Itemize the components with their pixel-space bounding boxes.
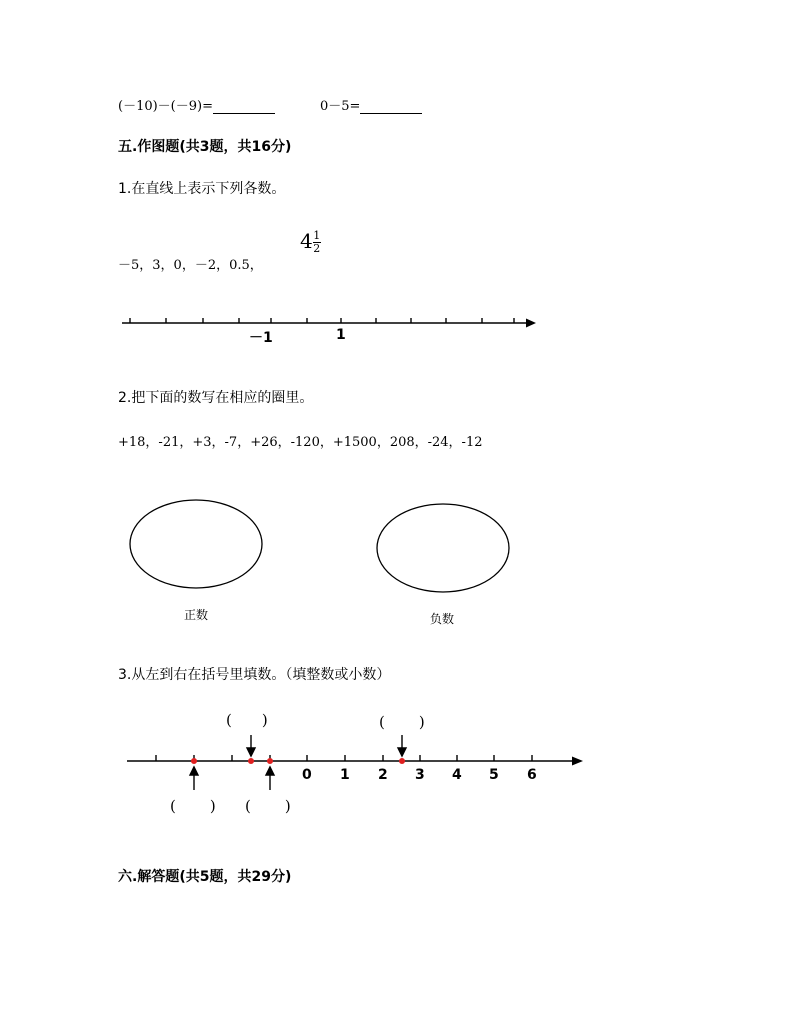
- q3-tick-label-5: 5: [489, 767, 499, 783]
- q1-axis-label-minus-1: －1: [249, 330, 273, 346]
- section-5-title: 五.作图题(共3题，共16分): [118, 139, 292, 155]
- bracket-open: (: [226, 711, 232, 729]
- q1-axis-arrow: [526, 319, 536, 328]
- bracket-close: ): [284, 797, 291, 815]
- q1-numbers: －5，3，0，－2，0.5，: [118, 258, 263, 273]
- q1-axis-label-1: 1: [336, 327, 346, 343]
- q3-tick-label-0: 0: [302, 767, 312, 783]
- q2-prompt: 2.把下面的数写在相应的圈里。: [118, 390, 314, 406]
- q3-number-line: [127, 735, 583, 790]
- bracket-close: ): [261, 711, 268, 729]
- q3-prompt: 3.从左到右在括号里填数。（填整数或小数）: [118, 667, 391, 683]
- q3-marker-d: [399, 758, 405, 764]
- q3-bracket-bottom-c[interactable]: [245, 797, 291, 815]
- mixed-whole: 4: [300, 229, 313, 253]
- q1-prompt: 1.在直线上表示下列各数。: [118, 181, 286, 197]
- q3-tick-label-4: 4: [452, 767, 462, 783]
- positive-numbers-circle[interactable]: [130, 500, 262, 588]
- bracket-open: (: [245, 797, 251, 815]
- q3-tick-label-3: 3: [415, 767, 425, 783]
- q3-bracket-bottom-a[interactable]: [170, 797, 216, 815]
- negative-circle-label: 负数: [430, 612, 455, 626]
- fraction-numerator: 1: [313, 229, 321, 242]
- q3-bracket-top-b[interactable]: [226, 711, 268, 729]
- expr-1-text: (－10)－(－9)=: [118, 99, 213, 114]
- fraction-denominator: 2: [313, 242, 321, 255]
- bracket-close: ): [418, 713, 425, 731]
- bracket-open: (: [379, 713, 385, 731]
- q3-bracket-top-d[interactable]: [379, 713, 425, 731]
- positive-circle-label: 正数: [184, 608, 209, 622]
- expr-2-text: 0－5=: [320, 99, 361, 114]
- q3-arrowhead-up-a: [190, 767, 198, 775]
- negative-numbers-circle[interactable]: [377, 504, 509, 592]
- q3-arrowhead-down-d: [398, 748, 406, 756]
- q1-number-line: [122, 318, 536, 328]
- q3-tick-label-6: 6: [527, 767, 537, 783]
- q3-tick-label-1: 1: [340, 767, 350, 783]
- q3-marker-b: [248, 758, 254, 764]
- bracket-open: (: [170, 797, 176, 815]
- bracket-close: ): [209, 797, 216, 815]
- section-6-title: 六.解答题(共5题，共29分): [118, 869, 292, 885]
- q3-marker-c: [267, 758, 273, 764]
- q3-tick-label-2: 2: [378, 767, 388, 783]
- q3-marker-a: [191, 758, 197, 764]
- q3-arrowhead-up-c: [266, 767, 274, 775]
- q2-numbers: +18，-21，+3，-7，+26，-120，+1500，208，-24，-12: [118, 435, 483, 450]
- q3-arrowhead-down-b: [247, 748, 255, 756]
- q3-axis-arrow: [572, 757, 583, 766]
